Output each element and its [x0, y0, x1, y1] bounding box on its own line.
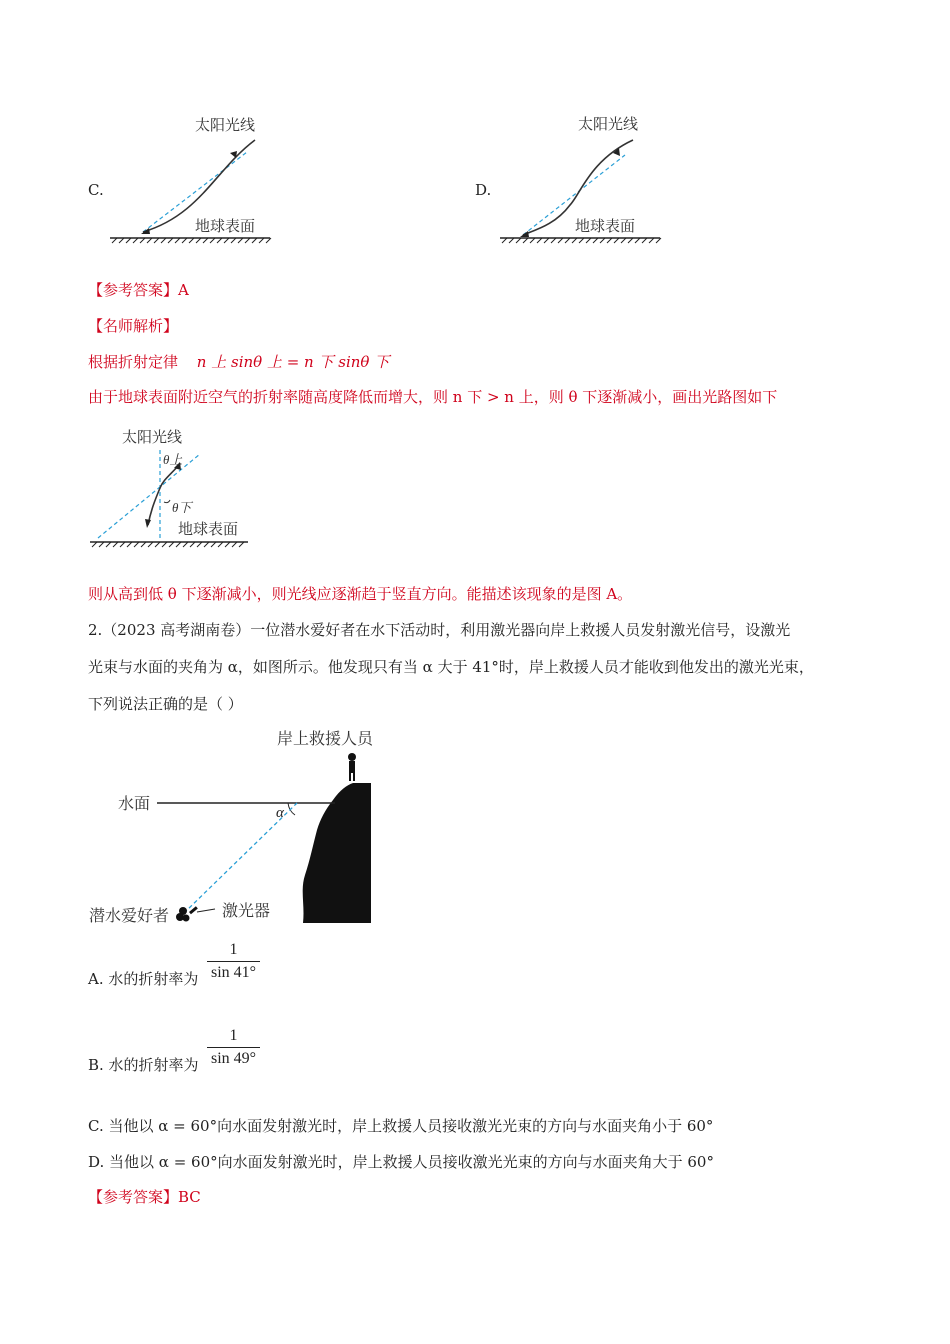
analysis-diagram [88, 420, 258, 550]
ground-label-d: 地球表面 [575, 217, 636, 235]
cliff-shape [303, 783, 371, 923]
q2-option-b-text: B. 水的折射率为 [88, 1056, 199, 1074]
q1-snell-line [88, 352, 389, 372]
q2-stem-line1: 2.（2023 高考湖南卷）一位潜水爱好者在水下活动时，利用激光器向岸上救援人员发射激光信号，设激光 [88, 621, 791, 639]
q2-figure [85, 725, 385, 930]
sun-ray-label-analysis: 太阳光线 [122, 428, 183, 446]
theta-down-label: θ下 [172, 500, 192, 515]
option-a-denominator: sin 41° [207, 961, 260, 982]
laser-label: 激光器 [222, 901, 271, 920]
q2-option-d: D. 当他以 α = 60°向水面发射激光时，岸上救援人员接收激光光束的方向与水面夹角大于 60° [88, 1153, 714, 1171]
q1-reasoning-line: 由于地球表面附近空气的折射率随高度降低而增大，则 n 下 > n 上，则 θ 下逐渐减小，画出光路图如下 [88, 388, 778, 406]
ground-label-c: 地球表面 [195, 217, 256, 235]
alpha-label: α [276, 805, 284, 821]
q2-option-b-fraction [207, 1027, 260, 1068]
option-a-numerator: 1 [229, 941, 238, 958]
q1-answer: 【参考答案】A [88, 281, 189, 299]
rescuer-label: 岸上救援人员 [277, 729, 374, 748]
diver-label: 潜水爱好者 [89, 906, 170, 925]
theta-up-label: θ上 [163, 452, 183, 467]
rescuer-icon [348, 753, 356, 781]
option-c-figure [105, 110, 275, 245]
q2-option-a-text: A. 水的折射率为 [88, 970, 199, 988]
option-d-label: D. [475, 181, 492, 199]
sun-ray-label-d: 太阳光线 [578, 115, 639, 133]
option-b-numerator: 1 [229, 1027, 238, 1044]
snell-prefix: 根据折射定律 [88, 353, 179, 371]
option-d-figure [495, 110, 665, 245]
q1-analysis-title: 【名师解析】 [88, 317, 179, 335]
option-c-label: C. [88, 181, 104, 199]
snell-formula: n 上 sinθ 上 = n 下 sinθ 下 [196, 353, 390, 371]
q2-stem-line2: 光束与水面的夹角为 α，如图所示。他发现只有当 α 大于 41°时，岸上救援人员才能收到他发出的激光光束， [88, 658, 814, 676]
q2-answer: 【参考答案】BC [88, 1188, 201, 1206]
water-label: 水面 [118, 794, 151, 813]
ground-label-analysis: 地球表面 [178, 520, 239, 538]
diver-icon [176, 906, 198, 921]
option-b-denominator: sin 49° [207, 1047, 260, 1068]
q2-option-c: C. 当他以 α = 60°向水面发射激光时，岸上救援人员接收激光光束的方向与水面夹角小于 60° [88, 1117, 714, 1135]
q2-option-a-fraction [207, 941, 260, 982]
q1-conclusion: 则从高到低 θ 下逐渐减小，则光线应逐渐趋于竖直方向。能描述该现象的是图 A。 [88, 585, 633, 603]
sun-ray-label-c: 太阳光线 [195, 116, 256, 134]
q2-stem-line3: 下列说法正确的是（ ） [88, 695, 243, 713]
